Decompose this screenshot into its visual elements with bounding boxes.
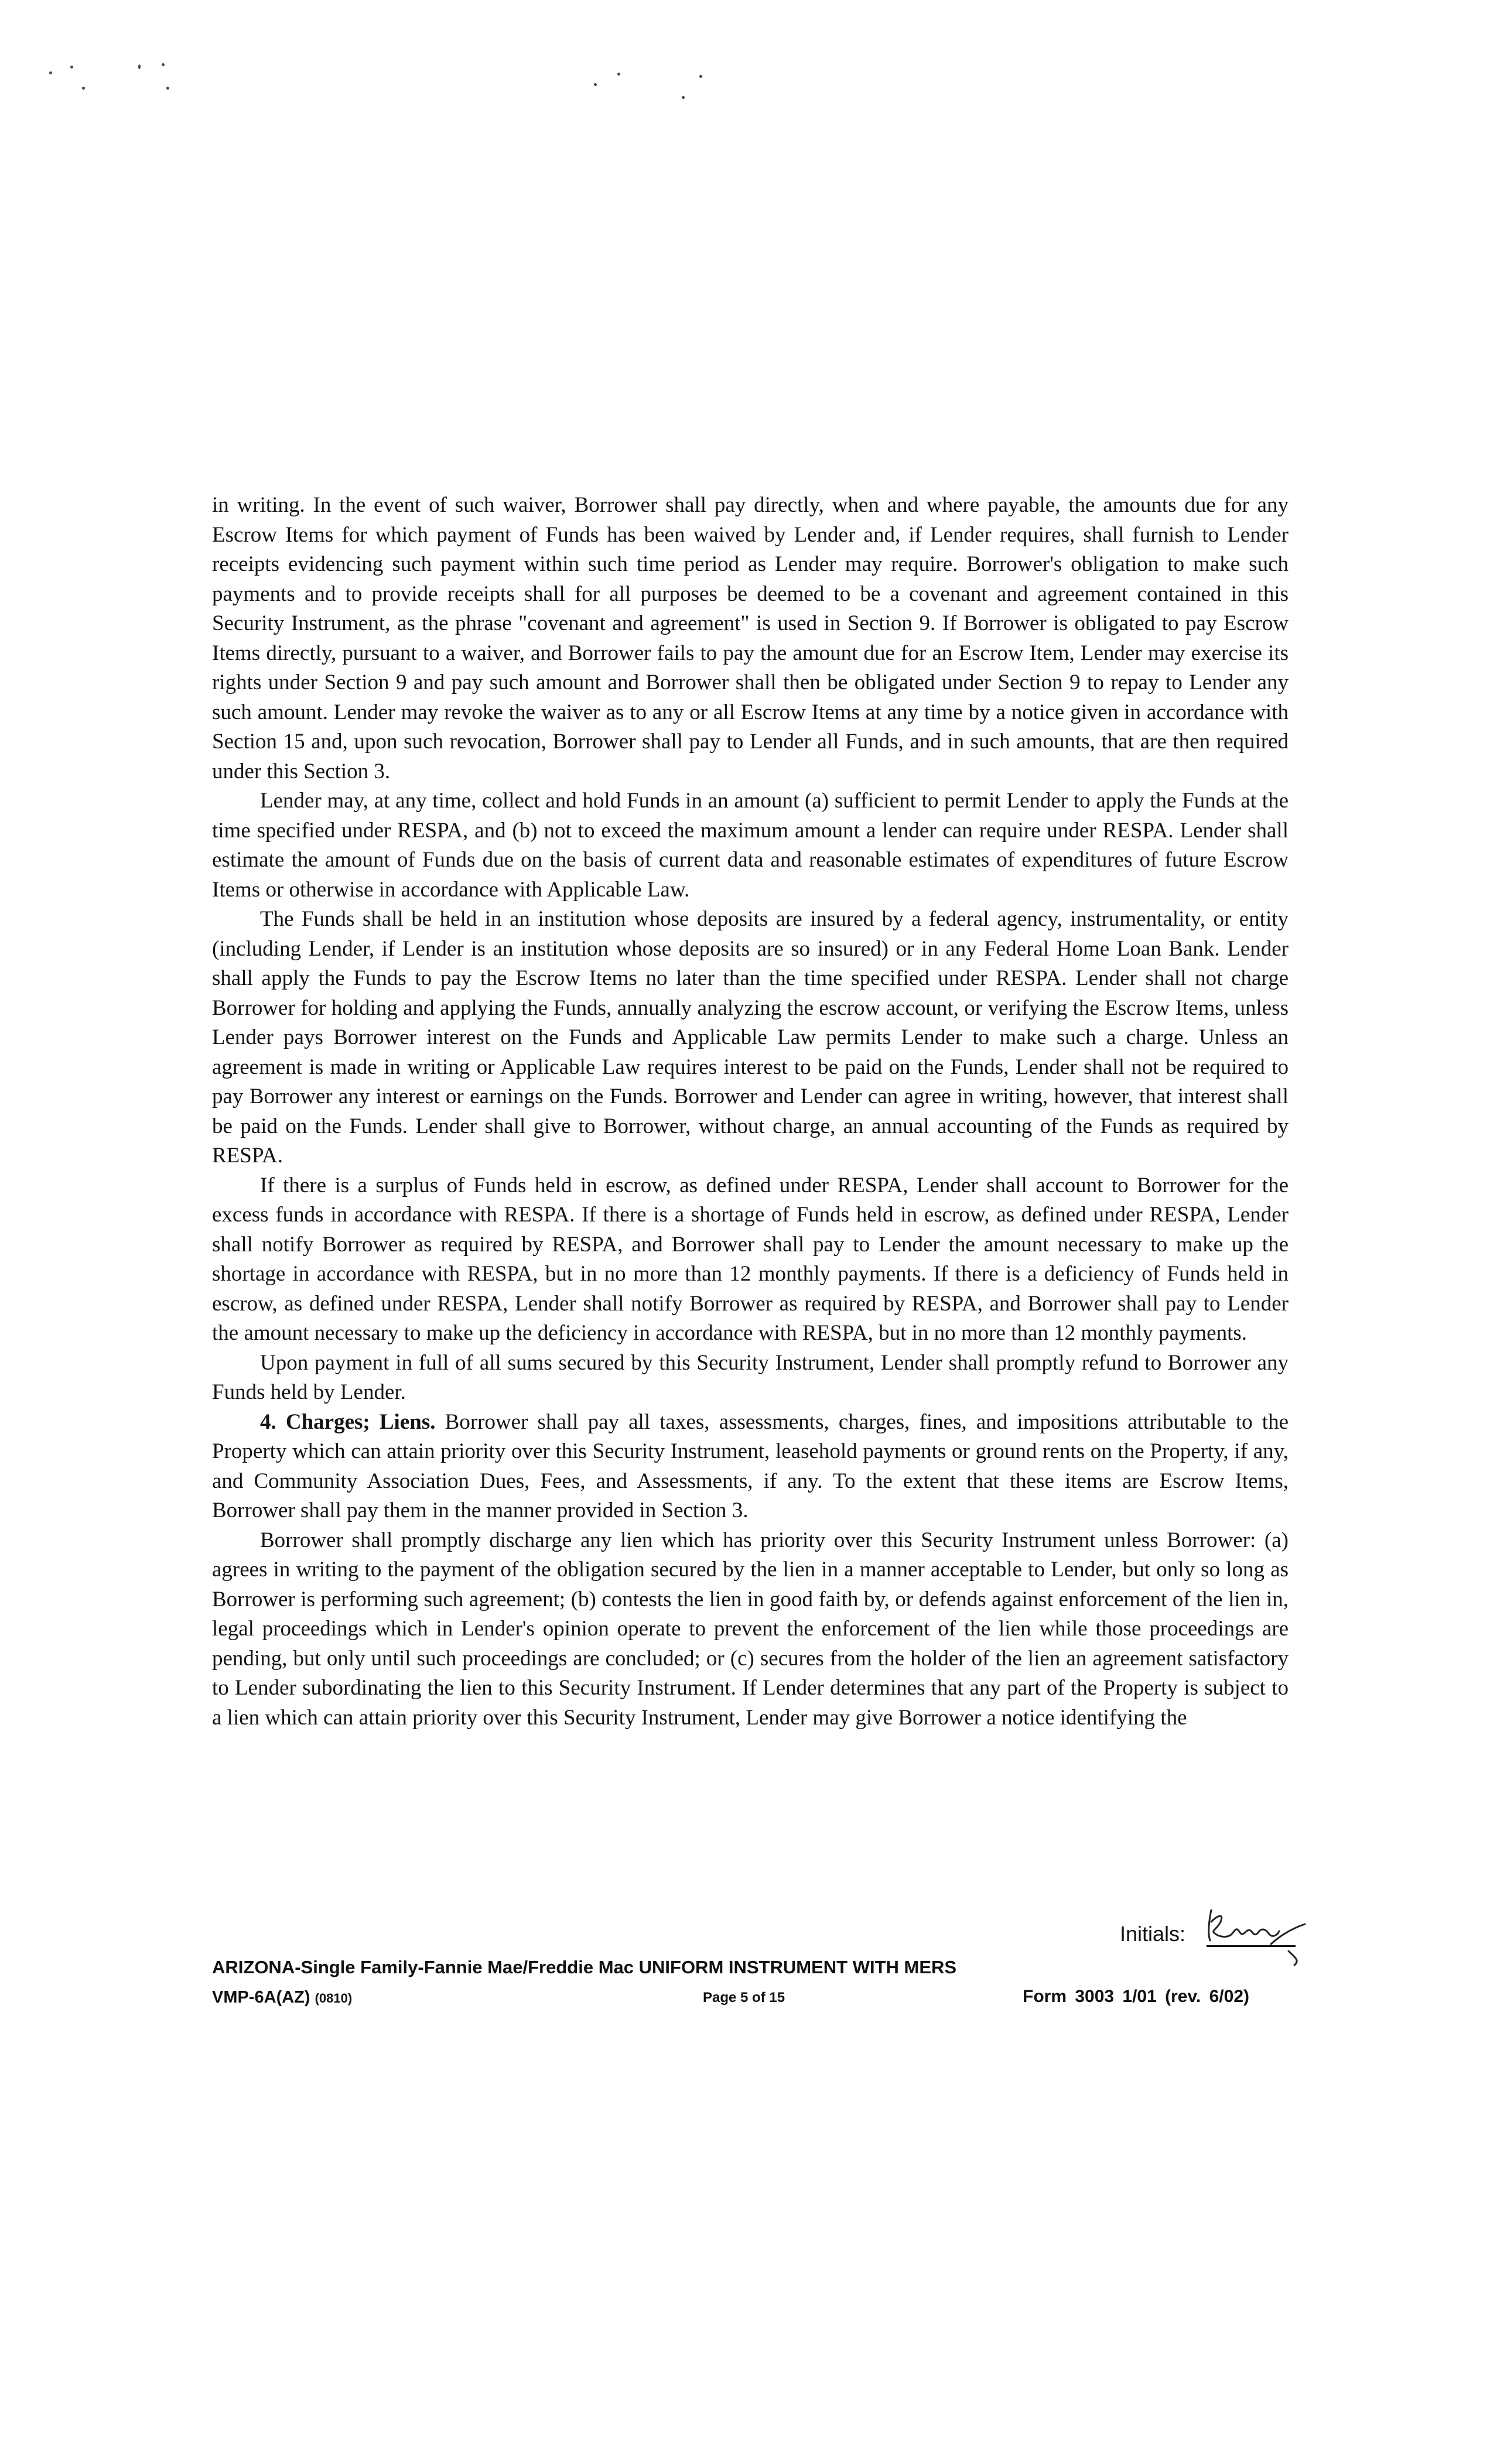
form-title: ARIZONA-Single Family-Fannie Mae/Freddie Mac UNIFORM INSTRUMENT WITH MERS xyxy=(212,1957,957,1977)
form-code xyxy=(212,1988,352,2007)
body-paragraph: Lender may, at any time, collect and hold Funds in an amount (a) sufficient to permit Lender to apply the Funds at the time specified under RESPA, and (b) not to exceed the maximum amount a lender can require under RESPA. Lender shall estimate the amount of Funds due on the basis of current data and reasonable estimates of expenditures of future Escrow Items or otherwise in accordance with Applicable Law. xyxy=(212,789,1289,902)
body-paragraph: Upon payment in full of all sums secured by this Security Instrument, Lender shall promptly refund to Borrower any Funds held by Lender. xyxy=(212,1350,1289,1404)
scan-speck xyxy=(138,64,141,69)
initials-signature-icon xyxy=(1201,1904,1312,1969)
body-paragraph: Borrower shall promptly discharge any lien which has priority over this Security Instrument unless Borrower: (a) agrees in writing to the payment of the obligation secured by the lien in a manner acceptable to Lender, but only so long as Borrower is performing such agreement; (b) contests the lien in good faith by, or defends against enforcement of the lien in, legal proceedings which in Lender's opinion operate to prevent the enforcement of the lien while those proceedings are pending, but only until such proceedings are concluded; or (c) secures from the holder of the lien an agreement satisfactory to Lender subordinating the lien to this Security Instrument. If Lender determines that any part of the Property is subject to a lien which can attain priority over this Security Instrument, Lender may give Borrower a notice identifying the xyxy=(212,1528,1289,1730)
page-number: Page 5 of 15 xyxy=(703,1990,785,2006)
initials-label: Initials: xyxy=(1120,1922,1186,1946)
scan-speck xyxy=(699,75,702,78)
scan-speck xyxy=(682,96,685,99)
body-paragraph: in writing. In the event of such waiver, Borrower shall pay directly, when and where payable, the amounts due for any Escrow Items for which payment of Funds has been waived by Lender and, if Lender requires, shall furnish to Lender receipts evidencing such payment within such time period as Lender may require. Borrower's obligation to make such payments and to provide receipts shall for all purposes be deemed to be a covenant and agreement contained in this Security Instrument, as the phrase "covenant and agreement" is used in Section 9. If Borrower is obligated to pay Escrow Items directly, pursuant to a waiver, and Borrower fails to pay the amount due for an Escrow Item, Lender may exercise its rights under Section 9 and pay such amount and Borrower shall then be obligated under Section 9 to repay to Lender any such amount. Lender may revoke the waiver as to any or all Escrow Items at any time by a notice given in accordance with Section 15 and, upon such revocation, Borrower shall pay to Lender all Funds, and in such amounts, that are then required under this Section 3. xyxy=(212,493,1289,783)
section-heading: 4. Charges; Liens. xyxy=(260,1409,436,1434)
scan-speck xyxy=(70,66,73,69)
form-code-main: VMP-6A(AZ) xyxy=(212,1988,310,2007)
scan-speck xyxy=(162,63,165,66)
section-paragraph-charges-liens xyxy=(212,1408,1289,1526)
body-paragraph: The Funds shall be held in an institution whose deposits are insured by a federal agency, instrumentality, or entity (including Lender, if Lender is an institution whose deposits are so insured) or in any Federal Home Loan Bank. Lender shall apply the Funds to pay the Escrow Items no later than the time specified under RESPA. Lender shall not charge Borrower for holding and applying the Funds, annually analyzing the escrow account, or verifying the Escrow Items, unless Lender pays Borrower interest on the Funds and Applicable Law permits Lender to make such a charge. Unless an agreement is made in writing or Applicable Law requires interest to be paid on the Funds, Lender shall not be required to pay Borrower any interest or earnings on the Funds. Borrower and Lender can agree in writing, however, that interest shall be paid on the Funds. Lender shall give to Borrower, without charge, an annual accounting of the Funds as required by RESPA. xyxy=(212,907,1289,1168)
body-paragraph: If there is a surplus of Funds held in escrow, as defined under RESPA, Lender shall account to Borrower for the excess funds in accordance with RESPA. If there is a shortage of Funds held in escrow, as defined under RESPA, Lender shall notify Borrower as required by RESPA, and Borrower shall pay to Lender the amount necessary to make up the shortage in accordance with RESPA, but in no more than 12 monthly payments. If there is a deficiency of Funds held in escrow, as defined under RESPA, Lender shall notify Borrower as required by RESPA, and Borrower shall pay to Lender the amount necessary to make up the deficiency in accordance with RESPA, but in no more than 12 monthly payments. xyxy=(212,1173,1289,1345)
section-text: Borrower shall pay all taxes, assessments, charges, fines, and impositions attributable to the Property which can attain priority over this Security Instrument, leasehold payments or ground rents on the Property, if any, and Community Association Dues, Fees, and Assessments, if any. To the extent that these items are Escrow Items, Borrower shall pay them in the manner provided in Section 3. xyxy=(212,1409,1289,1522)
scan-speck xyxy=(49,71,52,74)
scan-speck xyxy=(617,73,620,76)
scan-speck xyxy=(594,83,597,86)
scan-speck xyxy=(82,87,85,90)
scan-speck xyxy=(166,87,169,90)
form-number: Form 3003 1/01 (rev. 6/02) xyxy=(1023,1987,1249,2006)
document-body xyxy=(212,491,1289,1733)
form-code-suffix: (0810) xyxy=(315,1991,353,2006)
